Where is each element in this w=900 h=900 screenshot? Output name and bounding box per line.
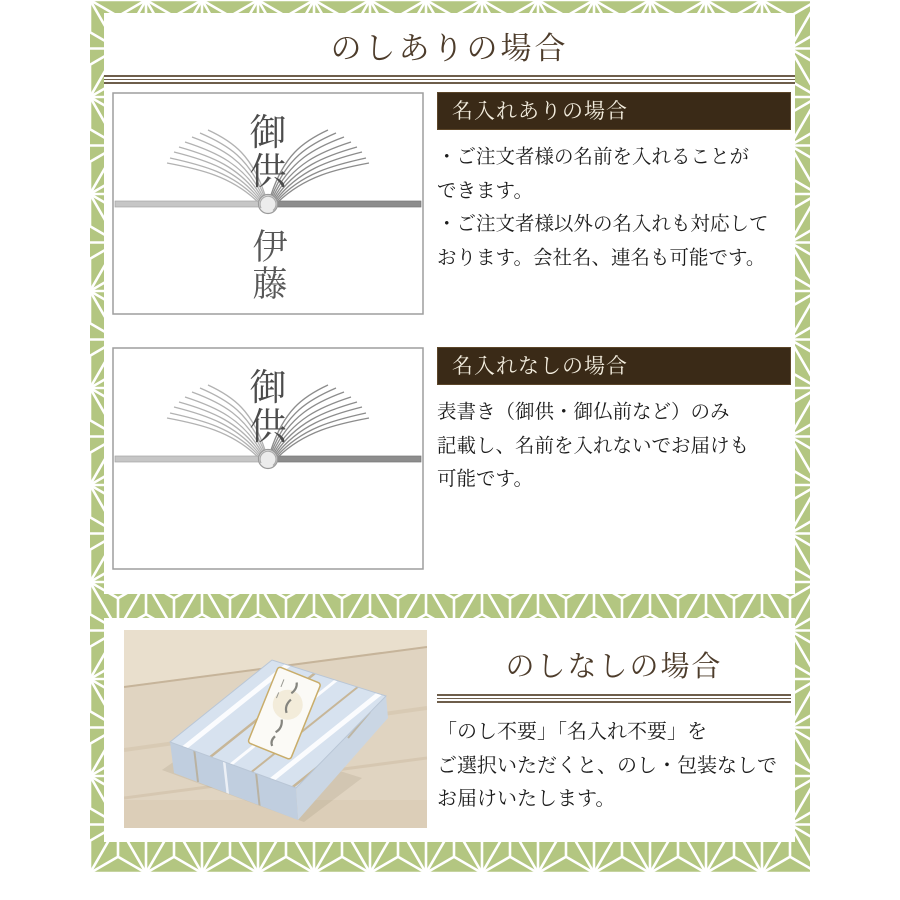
body-text-line: できます。 [437,180,533,202]
omotegaki-char: 御 [249,368,287,409]
noshi-available-panel [104,13,795,594]
name-char: 藤 [252,265,288,304]
body-text-line: ご選択いただくと、のし・包装なしで [437,754,777,777]
noshi-sample-with-name [112,92,424,315]
omotegaki-char: 供 [249,152,287,193]
body-text-line: おります。会社名、連名も可能です。 [437,247,766,269]
noshi-sample-without-name [112,347,424,570]
title-divider [104,75,795,84]
body-text-line: 可能です。 [437,469,533,490]
no-noshi-panel [104,618,795,842]
section-header-name-not-included: 名入れなしの場合 [437,347,791,385]
omotegaki-char: 御 [249,113,287,154]
body-text-line: 表書き（御供・御仏前など）のみ [437,402,730,423]
wrapped-package-photo [124,630,427,828]
body-text-line: お届けいたします。 [437,788,616,810]
section-body [437,716,791,817]
page-title: のしありの場合 [330,31,569,66]
no-noshi-divider [437,694,791,703]
section-body [437,396,791,497]
mizuhiki-knot [259,195,278,214]
body-text-line: 記載し、名前を入れないでお届けも [437,435,750,457]
name-not-included-section [104,347,795,570]
body-text-line: ・ご注文者様の名前を入れることが [437,147,750,168]
section-body [437,141,791,275]
body-text-line: ・ご注文者様以外の名入れも対応して [437,214,769,235]
mizuhiki-knot [259,450,278,469]
section-header-name-included: 名入れありの場合 [437,92,791,130]
no-noshi-title: のしなしの場合 [505,651,723,683]
name-included-section [104,92,795,315]
name-char: 伊 [252,228,288,267]
noshi-banner [90,0,810,872]
omotegaki-char: 供 [249,407,287,448]
body-text-line: 「のし不要」「名入れ不要」を [437,721,707,743]
